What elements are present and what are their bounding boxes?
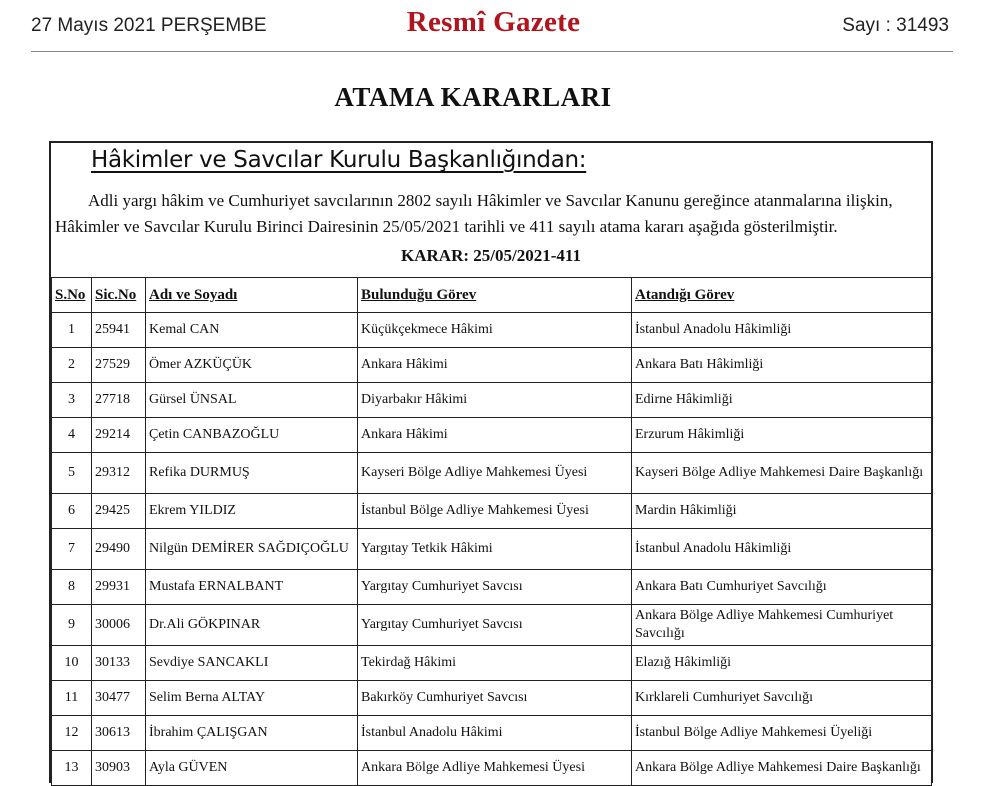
col-header-sno: S.No [52, 278, 92, 313]
table-row [52, 751, 932, 786]
col-header-sicno: Sic.No [92, 278, 146, 313]
table-row [52, 529, 932, 570]
cell-sno: 8 [52, 570, 92, 605]
table-row [52, 681, 932, 716]
cell-name: Ayla GÜVEN [146, 751, 358, 786]
cell-sicno: 29214 [92, 418, 146, 453]
decision-box [49, 141, 933, 783]
cell-sno: 4 [52, 418, 92, 453]
cell-current: Yargıtay Cumhuriyet Savcısı [358, 605, 632, 646]
cell-current: Diyarbakır Hâkimi [358, 383, 632, 418]
cell-sno: 12 [52, 716, 92, 751]
col-header-current: Bulunduğu Görev [358, 278, 632, 313]
cell-assigned: Erzurum Hâkimliği [632, 418, 932, 453]
cell-sicno: 29490 [92, 529, 146, 570]
appointments-table [51, 277, 932, 786]
table-row [52, 348, 932, 383]
cell-current: Ankara Hâkimi [358, 418, 632, 453]
cell-sno: 9 [52, 605, 92, 646]
cell-sno: 3 [52, 383, 92, 418]
gazette-title: Resmî Gazete [406, 6, 581, 38]
cell-name: Çetin CANBAZOĞLU [146, 418, 358, 453]
cell-assigned: Elazığ Hâkimliği [632, 646, 932, 681]
cell-current: Kayseri Bölge Adliye Mahkemesi Üyesi [358, 453, 632, 494]
cell-current: Ankara Hâkimi [358, 348, 632, 383]
cell-assigned: Ankara Bölge Adliye Mahkemesi Cumhuriyet Savcılığı [632, 605, 932, 646]
cell-current: Yargıtay Cumhuriyet Savcısı [358, 570, 632, 605]
table-row [52, 383, 932, 418]
cell-name: Sevdiye SANCAKLI [146, 646, 358, 681]
cell-sicno: 25941 [92, 313, 146, 348]
col-header-name: Adı ve Soyadı [146, 278, 358, 313]
cell-assigned: Edirne Hâkimliği [632, 383, 932, 418]
cell-assigned: Ankara Bölge Adliye Mahkemesi Daire Başkanlığı [632, 751, 932, 786]
table-header-row [52, 278, 932, 313]
table-row [52, 494, 932, 529]
cell-sno: 7 [52, 529, 92, 570]
cell-name: Dr.Ali GÖKPINAR [146, 605, 358, 646]
table-row [52, 313, 932, 348]
cell-sicno: 30133 [92, 646, 146, 681]
cell-sno: 1 [52, 313, 92, 348]
cell-sicno: 29931 [92, 570, 146, 605]
cell-name: Ömer AZKÜÇÜK [146, 348, 358, 383]
cell-assigned: Mardin Hâkimliği [632, 494, 932, 529]
cell-name: Gürsel ÜNSAL [146, 383, 358, 418]
cell-sicno: 30006 [92, 605, 146, 646]
cell-name: Mustafa ERNALBANT [146, 570, 358, 605]
cell-sicno: 29312 [92, 453, 146, 494]
cell-name: Kemal CAN [146, 313, 358, 348]
cell-assigned: İstanbul Anadolu Hâkimliği [632, 313, 932, 348]
decision-number: KARAR: 25/05/2021-411 [401, 246, 581, 265]
cell-sicno: 30903 [92, 751, 146, 786]
cell-assigned: İstanbul Anadolu Hâkimliği [632, 529, 932, 570]
cell-current: Küçükçekmece Hâkimi [358, 313, 632, 348]
cell-current: Bakırköy Cumhuriyet Savcısı [358, 681, 632, 716]
cell-sicno: 30477 [92, 681, 146, 716]
table-row [52, 418, 932, 453]
table-row [52, 716, 932, 751]
cell-current: Ankara Bölge Adliye Mahkemesi Üyesi [358, 751, 632, 786]
cell-sicno: 29425 [92, 494, 146, 529]
cell-name: Nilgün DEMİRER SAĞDIÇOĞLU [146, 529, 358, 570]
table-row [52, 646, 932, 681]
cell-assigned: Kırklareli Cumhuriyet Savcılığı [632, 681, 932, 716]
table-row [52, 605, 932, 646]
institution-heading: Hâkimler ve Savcılar Kurulu Başkanlığından: [91, 147, 587, 173]
cell-assigned: Ankara Batı Cumhuriyet Savcılığı [632, 570, 932, 605]
cell-name: Ekrem YILDIZ [146, 494, 358, 529]
gazette-header [0, 0, 987, 52]
cell-current: Tekirdağ Hâkimi [358, 646, 632, 681]
cell-name: İbrahim ÇALIŞGAN [146, 716, 358, 751]
cell-sno: 2 [52, 348, 92, 383]
cell-sicno: 27529 [92, 348, 146, 383]
cell-sicno: 27718 [92, 383, 146, 418]
header-divider [31, 51, 953, 52]
cell-sno: 13 [52, 751, 92, 786]
header-date: 27 Mayıs 2021 PERŞEMBE [31, 15, 267, 36]
cell-name: Refika DURMUŞ [146, 453, 358, 494]
cell-sno: 5 [52, 453, 92, 494]
cell-sno: 10 [52, 646, 92, 681]
table-row [52, 453, 932, 494]
table-row [52, 570, 932, 605]
cell-current: Yargıtay Tetkik Hâkimi [358, 529, 632, 570]
cell-assigned: Kayseri Bölge Adliye Mahkemesi Daire Başkanlığı [632, 453, 932, 494]
cell-sno: 11 [52, 681, 92, 716]
cell-current: İstanbul Bölge Adliye Mahkemesi Üyesi [358, 494, 632, 529]
cell-sno: 6 [52, 494, 92, 529]
cell-sicno: 30613 [92, 716, 146, 751]
cell-current: İstanbul Anadolu Hâkimi [358, 716, 632, 751]
section-title: ATAMA KARARLARI [334, 82, 612, 112]
cell-assigned: İstanbul Bölge Adliye Mahkemesi Üyeliği [632, 716, 932, 751]
cell-name: Selim Berna ALTAY [146, 681, 358, 716]
issue-number: Sayı : 31493 [842, 15, 949, 36]
decision-paragraph: Adli yargı hâkim ve Cumhuriyet savcılarının 2802 sayılı Hâkimler ve Savcılar Kanunu gereğince atanmalarına ilişkin, Hâkimler ve Savcılar Kurulu Birinci Dairesinin 25/05/2021 tarihli ve 411 sayılı atama kararı aşağıda gösterilmiştir. [55, 191, 893, 236]
cell-assigned: Ankara Batı Hâkimliği [632, 348, 932, 383]
col-header-assigned: Atandığı Görev [632, 278, 932, 313]
